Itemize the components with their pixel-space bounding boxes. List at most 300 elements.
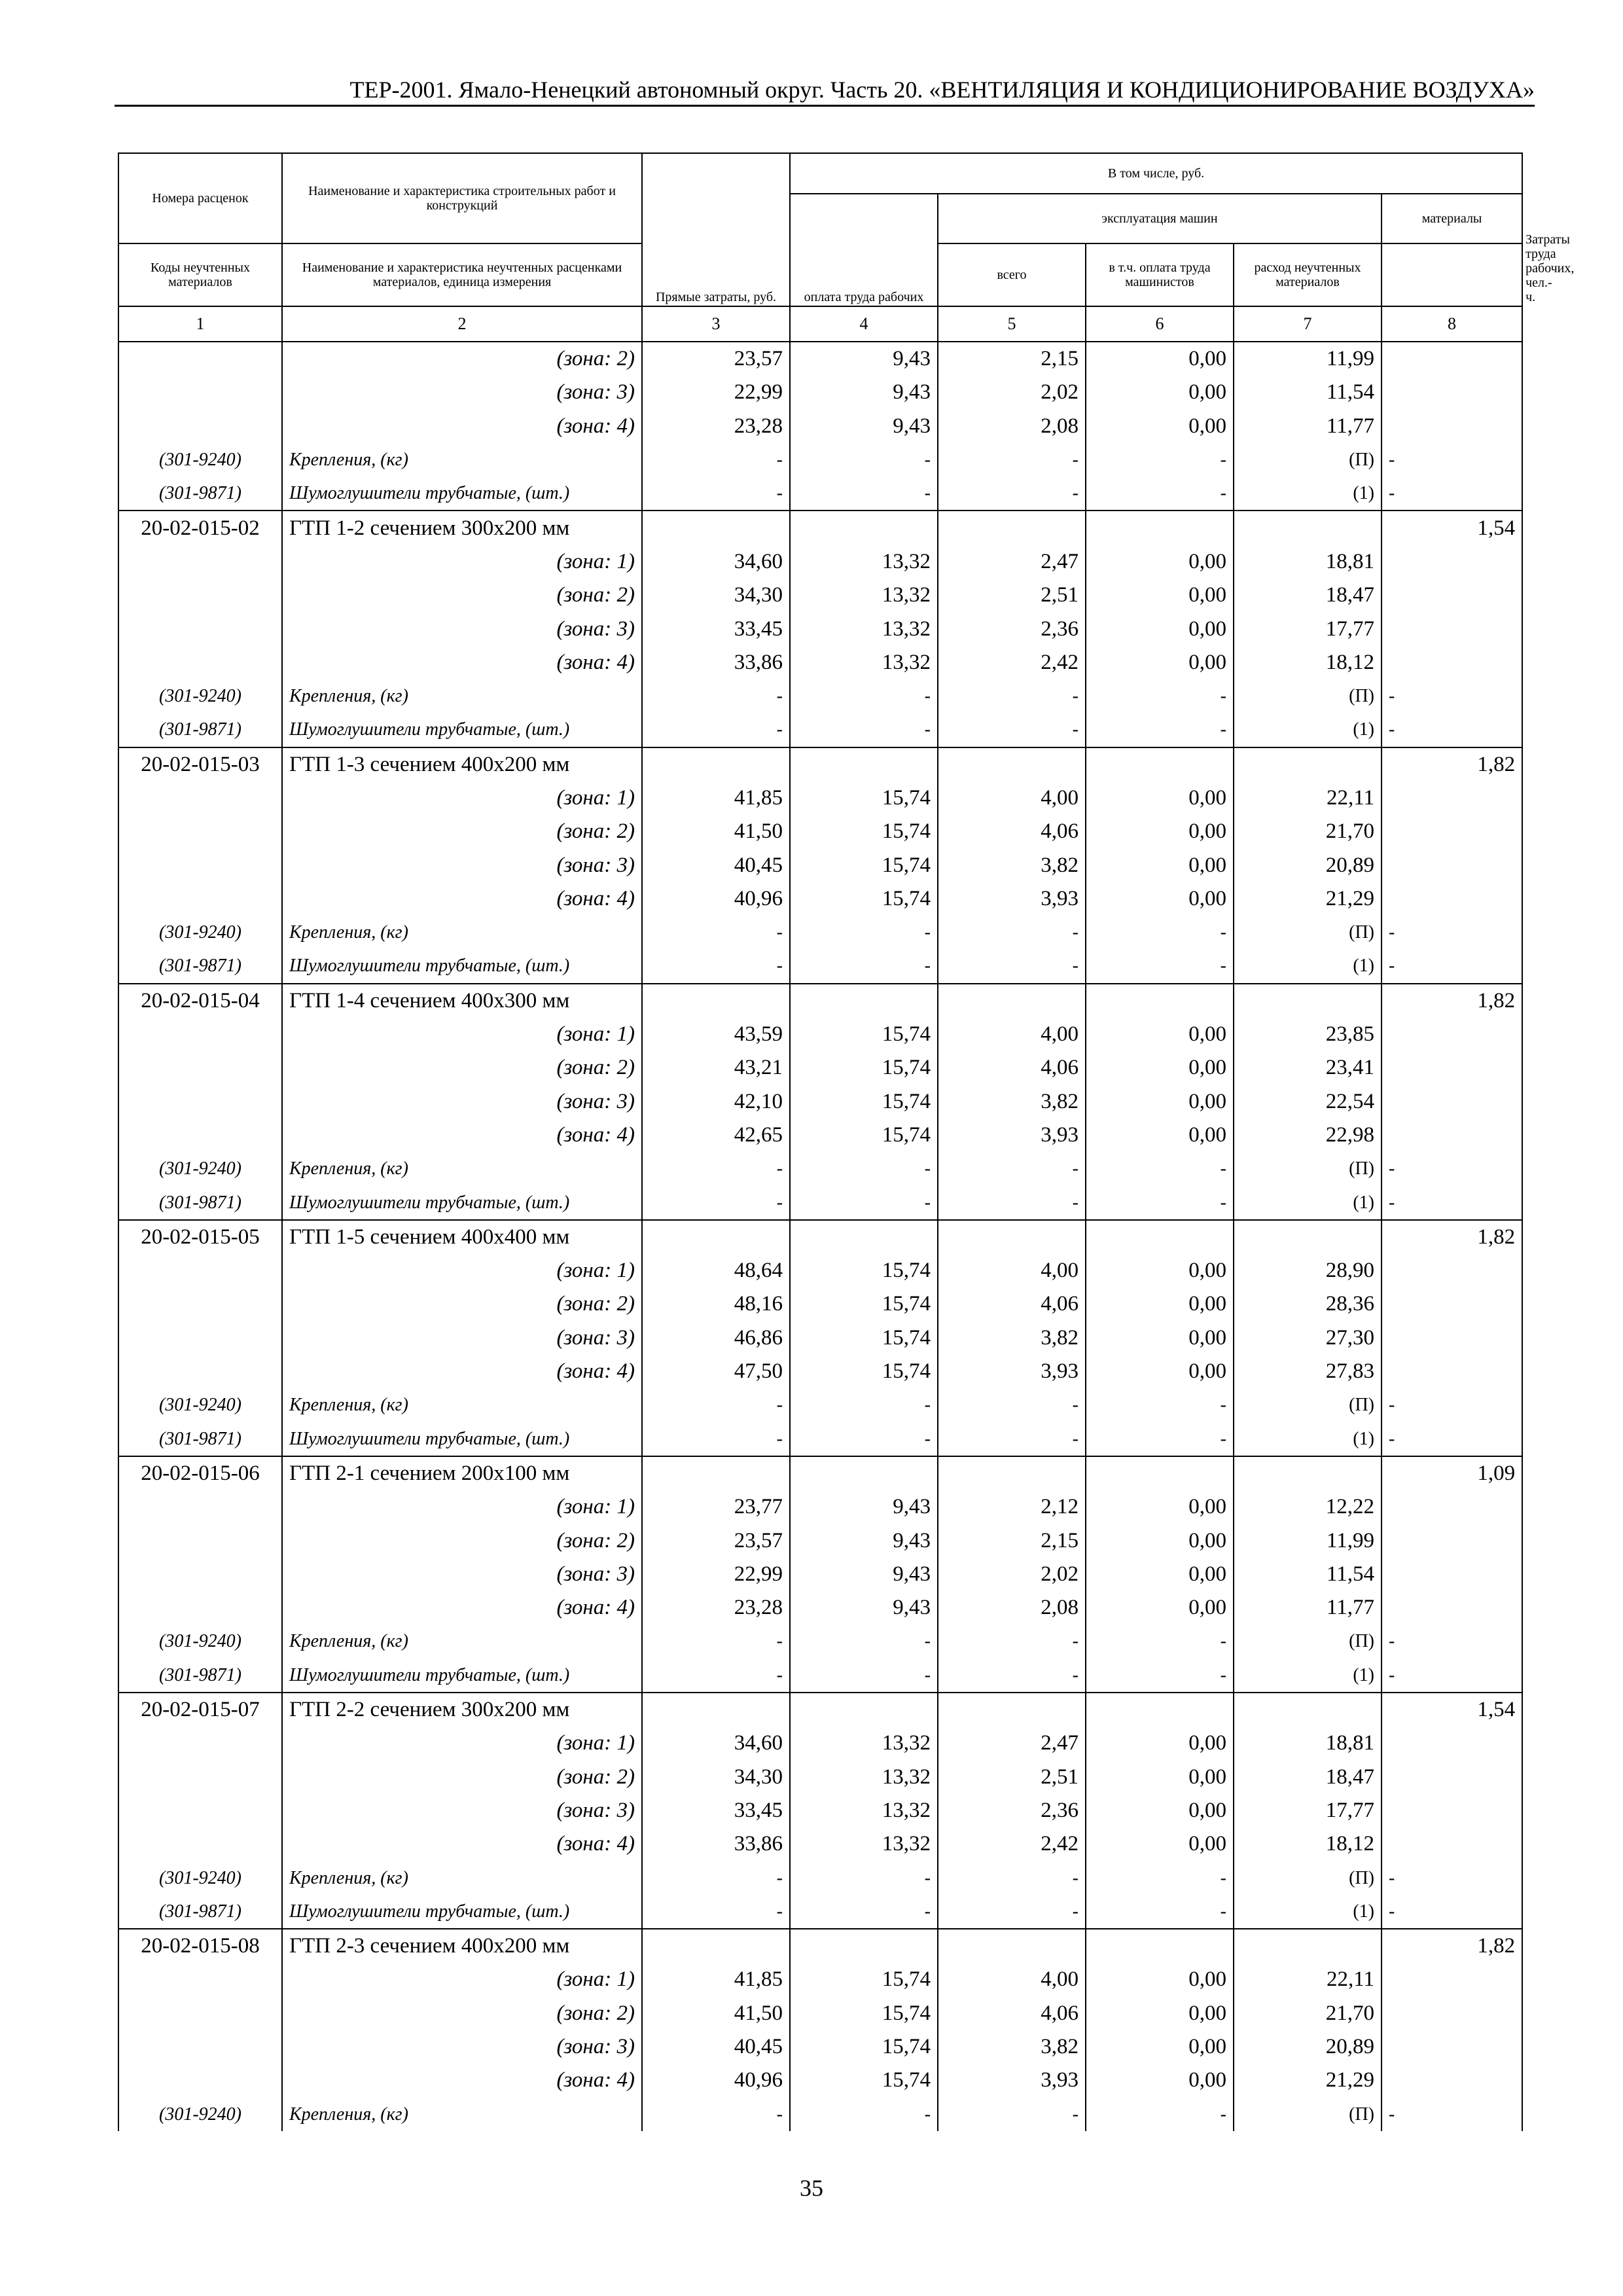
zone-row	[118, 1119, 1522, 1152]
labor-costs-cell	[1382, 1254, 1522, 1287]
rate-code-cell: 20-02-015-07	[118, 1693, 282, 1727]
material-name-cell: Крепления, (кг)	[282, 1388, 642, 1422]
materials-cell: (1)	[1234, 476, 1382, 511]
rate-header-row	[118, 1929, 1522, 1963]
rate-code-cell	[118, 1794, 282, 1827]
worker-wages-cell: 9,43	[790, 410, 938, 443]
worker-wages-cell: -	[790, 1388, 938, 1422]
rate-code-cell	[118, 815, 282, 848]
labor-costs-cell	[1382, 882, 1522, 916]
direct-costs-cell: 40,96	[642, 2064, 790, 2097]
labor-costs-cell	[1382, 376, 1522, 409]
operator-wages-cell: 0,00	[1086, 410, 1234, 443]
rate-code-cell: (301-9871)	[118, 1185, 282, 1219]
machine-total-cell: 3,93	[938, 2064, 1086, 2097]
direct-costs-cell: -	[642, 2097, 790, 2130]
materials-cell: 20,89	[1234, 2030, 1382, 2064]
zone-row	[118, 1287, 1522, 1321]
materials-cell: (1)	[1234, 1895, 1382, 1929]
machine-total-cell: 3,82	[938, 1321, 1086, 1355]
work-name-cell: (зона: 2)	[282, 579, 642, 612]
materials-cell: 11,99	[1234, 1524, 1382, 1557]
worker-wages-cell: 15,74	[790, 1963, 938, 1996]
zone-row	[118, 612, 1522, 645]
work-name-cell: (зона: 4)	[282, 1591, 642, 1624]
worker-wages-cell: 13,32	[790, 1827, 938, 1861]
materials-cell: 21,70	[1234, 815, 1382, 848]
work-name-cell: (зона: 3)	[282, 2030, 642, 2064]
direct-costs-cell	[642, 1929, 790, 1963]
rate-code-cell: 20-02-015-05	[118, 1220, 282, 1254]
labor-costs-cell	[1382, 1018, 1522, 1051]
worker-wages-cell: 15,74	[790, 848, 938, 882]
rate-code-cell	[118, 1321, 282, 1355]
materials-cell: 23,85	[1234, 1018, 1382, 1051]
work-name-cell: (зона: 4)	[282, 646, 642, 679]
header-direct-costs: Прямые затраты, руб.	[642, 153, 790, 306]
machine-total-cell: 2,36	[938, 1794, 1086, 1827]
materials-cell	[1234, 984, 1382, 1018]
materials-cell: 28,90	[1234, 1254, 1382, 1287]
materials-cell: 11,77	[1234, 410, 1382, 443]
work-name-cell: (зона: 2)	[282, 815, 642, 848]
material-row	[118, 1185, 1522, 1219]
work-name-cell: (зона: 4)	[282, 1827, 642, 1861]
rate-code-cell	[118, 1287, 282, 1321]
header-material-codes: Коды неучтенных материалов	[118, 243, 282, 306]
materials-cell: (1)	[1234, 1185, 1382, 1219]
labor-costs-cell	[1382, 1524, 1522, 1557]
rate-code-cell: (301-9871)	[118, 713, 282, 747]
worker-wages-cell: 13,32	[790, 1727, 938, 1760]
direct-costs-cell	[642, 1456, 790, 1490]
material-name-cell: Шумоглушители трубчатые, (шт.)	[282, 949, 642, 983]
operator-wages-cell: -	[1086, 1422, 1234, 1456]
rate-code-cell	[118, 410, 282, 443]
direct-costs-cell: 22,99	[642, 376, 790, 409]
materials-cell: 23,41	[1234, 1051, 1382, 1085]
materials-cell: 11,99	[1234, 342, 1382, 376]
zone-row	[118, 1051, 1522, 1085]
operator-wages-cell: -	[1086, 2097, 1234, 2130]
materials-cell	[1234, 1456, 1382, 1490]
zone-row	[118, 1963, 1522, 1996]
material-name-cell: Шумоглушители трубчатые, (шт.)	[282, 1422, 642, 1456]
direct-costs-cell: 22,99	[642, 1558, 790, 1591]
operator-wages-cell: 0,00	[1086, 579, 1234, 612]
worker-wages-cell: 15,74	[790, 1287, 938, 1321]
materials-cell	[1234, 511, 1382, 545]
direct-costs-cell: 41,50	[642, 1997, 790, 2030]
machine-total-cell: 2,02	[938, 376, 1086, 409]
operator-wages-cell: -	[1086, 1861, 1234, 1894]
labor-costs-cell	[1382, 781, 1522, 815]
operator-wages-cell	[1086, 1693, 1234, 1727]
direct-costs-cell: -	[642, 916, 790, 949]
machine-total-cell: 2,42	[938, 646, 1086, 679]
worker-wages-cell: 13,32	[790, 579, 938, 612]
work-name-cell: (зона: 1)	[282, 1727, 642, 1760]
materials-cell: 17,77	[1234, 612, 1382, 645]
worker-wages-cell: 15,74	[790, 1997, 938, 2030]
worker-wages-cell: 15,74	[790, 1355, 938, 1388]
direct-costs-cell: -	[642, 1422, 790, 1456]
labor-costs-cell	[1382, 342, 1522, 376]
work-name-cell: (зона: 3)	[282, 376, 642, 409]
worker-wages-cell: 15,74	[790, 1018, 938, 1051]
operator-wages-cell: 0,00	[1086, 1254, 1234, 1287]
zone-row	[118, 1591, 1522, 1624]
machine-total-cell: 2,15	[938, 1524, 1086, 1557]
labor-costs-cell	[1382, 1321, 1522, 1355]
materials-cell: (П)	[1234, 916, 1382, 949]
rate-code-cell	[118, 1119, 282, 1152]
machine-total-cell: 4,06	[938, 1997, 1086, 2030]
work-name-cell: ГТП 2-2 сечением 300х200 мм	[282, 1693, 642, 1727]
materials-cell: 18,12	[1234, 646, 1382, 679]
operator-wages-cell: 0,00	[1086, 1727, 1234, 1760]
work-name-cell: (зона: 3)	[282, 848, 642, 882]
work-name-cell: ГТП 1-2 сечением 300х200 мм	[282, 511, 642, 545]
header-machine-total: всего	[938, 243, 1086, 306]
materials-cell: (1)	[1234, 949, 1382, 983]
machine-total-cell: -	[938, 713, 1086, 747]
material-row	[118, 713, 1522, 747]
direct-costs-cell: 23,77	[642, 1490, 790, 1524]
machine-total-cell	[938, 511, 1086, 545]
material-row	[118, 1659, 1522, 1693]
machine-total-cell: -	[938, 1152, 1086, 1185]
worker-wages-cell: -	[790, 1152, 938, 1185]
material-row	[118, 949, 1522, 983]
column-number: 8	[1382, 306, 1522, 342]
operator-wages-cell: 0,00	[1086, 342, 1234, 376]
materials-cell: 22,11	[1234, 781, 1382, 815]
operator-wages-cell: -	[1086, 949, 1234, 983]
worker-wages-cell: 9,43	[790, 1558, 938, 1591]
material-row	[118, 443, 1522, 476]
rate-header-row	[118, 1220, 1522, 1254]
direct-costs-cell: -	[642, 1624, 790, 1658]
labor-costs-cell	[1382, 848, 1522, 882]
operator-wages-cell: 0,00	[1086, 1355, 1234, 1388]
materials-cell: 22,11	[1234, 1963, 1382, 1996]
operator-wages-cell: 0,00	[1086, 1490, 1234, 1524]
labor-costs-cell: -	[1382, 476, 1522, 511]
rate-code-cell: (301-9871)	[118, 1422, 282, 1456]
materials-cell: 27,30	[1234, 1321, 1382, 1355]
labor-costs-cell: -	[1382, 1861, 1522, 1894]
labor-costs-cell: 1,82	[1382, 1220, 1522, 1254]
worker-wages-cell: -	[790, 1422, 938, 1456]
operator-wages-cell: 0,00	[1086, 781, 1234, 815]
rate-header-row	[118, 984, 1522, 1018]
rate-code-cell: (301-9240)	[118, 679, 282, 713]
rate-code-cell	[118, 1997, 282, 2030]
rate-code-cell: (301-9240)	[118, 443, 282, 476]
materials-cell: 11,77	[1234, 1591, 1382, 1624]
machine-total-cell: 2,15	[938, 342, 1086, 376]
operator-wages-cell	[1086, 1929, 1234, 1963]
rate-code-cell	[118, 545, 282, 579]
zone-row	[118, 1490, 1522, 1524]
materials-cell: 17,77	[1234, 1794, 1382, 1827]
operator-wages-cell: 0,00	[1086, 1591, 1234, 1624]
material-row	[118, 1388, 1522, 1422]
direct-costs-cell: 41,85	[642, 1963, 790, 1996]
direct-costs-cell: -	[642, 1185, 790, 1219]
materials-cell: (1)	[1234, 1422, 1382, 1456]
machine-total-cell: -	[938, 2097, 1086, 2130]
worker-wages-cell	[790, 1456, 938, 1490]
operator-wages-cell	[1086, 984, 1234, 1018]
zone-row	[118, 1827, 1522, 1861]
machine-total-cell	[938, 1220, 1086, 1254]
material-name-cell: Шумоглушители трубчатые, (шт.)	[282, 1659, 642, 1693]
operator-wages-cell: -	[1086, 679, 1234, 713]
rate-code-cell	[118, 1490, 282, 1524]
work-name-cell: (зона: 2)	[282, 342, 642, 376]
operator-wages-cell: -	[1086, 1388, 1234, 1422]
worker-wages-cell	[790, 747, 938, 781]
operator-wages-cell: -	[1086, 713, 1234, 747]
header-rate-numbers: Номера расценок	[118, 153, 282, 243]
worker-wages-cell: 13,32	[790, 545, 938, 579]
operator-wages-cell: 0,00	[1086, 848, 1234, 882]
machine-total-cell: 4,06	[938, 1287, 1086, 1321]
operator-wages-cell: 0,00	[1086, 1963, 1234, 1996]
rate-header-row	[118, 1693, 1522, 1727]
direct-costs-cell: 33,45	[642, 612, 790, 645]
worker-wages-cell: -	[790, 443, 938, 476]
zone-row	[118, 1558, 1522, 1591]
labor-costs-cell	[1382, 815, 1522, 848]
direct-costs-cell	[642, 1693, 790, 1727]
worker-wages-cell: 15,74	[790, 882, 938, 916]
rate-code-cell	[118, 579, 282, 612]
zone-row	[118, 342, 1522, 376]
header-worker-wages: оплата труда рабочих	[790, 194, 938, 306]
labor-costs-cell	[1382, 579, 1522, 612]
zone-row	[118, 1355, 1522, 1388]
rate-code-cell: (301-9240)	[118, 1861, 282, 1894]
work-name-cell: (зона: 3)	[282, 1085, 642, 1119]
work-name-cell: (зона: 4)	[282, 1119, 642, 1152]
worker-wages-cell: -	[790, 2097, 938, 2130]
worker-wages-cell	[790, 511, 938, 545]
material-name-cell: Крепления, (кг)	[282, 1861, 642, 1894]
labor-costs-cell	[1382, 1591, 1522, 1624]
material-name-cell: Крепления, (кг)	[282, 2097, 642, 2130]
worker-wages-cell	[790, 1693, 938, 1727]
material-row	[118, 2097, 1522, 2130]
materials-cell: (1)	[1234, 1659, 1382, 1693]
machine-total-cell: -	[938, 949, 1086, 983]
zone-row	[118, 1524, 1522, 1557]
rate-code-cell: (301-9871)	[118, 1659, 282, 1693]
labor-costs-cell: -	[1382, 1388, 1522, 1422]
work-name-cell: (зона: 1)	[282, 1254, 642, 1287]
labor-costs-cell: 1,09	[1382, 1456, 1522, 1490]
work-name-cell: ГТП 2-3 сечением 400х200 мм	[282, 1929, 642, 1963]
zone-row	[118, 1254, 1522, 1287]
materials-cell: 18,47	[1234, 579, 1382, 612]
materials-cell: 11,54	[1234, 1558, 1382, 1591]
worker-wages-cell: 15,74	[790, 815, 938, 848]
machine-total-cell: 2,36	[938, 612, 1086, 645]
materials-cell: (П)	[1234, 1388, 1382, 1422]
zone-row	[118, 1321, 1522, 1355]
materials-cell: 12,22	[1234, 1490, 1382, 1524]
operator-wages-cell: 0,00	[1086, 2030, 1234, 2064]
column-number: 4	[790, 306, 938, 342]
machine-total-cell: 2,47	[938, 1727, 1086, 1760]
operator-wages-cell: 0,00	[1086, 646, 1234, 679]
direct-costs-cell: 41,50	[642, 815, 790, 848]
price-table-container	[118, 152, 1575, 2131]
material-row	[118, 916, 1522, 949]
zone-row	[118, 848, 1522, 882]
worker-wages-cell: 13,32	[790, 612, 938, 645]
direct-costs-cell: -	[642, 1861, 790, 1894]
labor-costs-cell: -	[1382, 1185, 1522, 1219]
rate-code-cell	[118, 1355, 282, 1388]
header-machine-operation: эксплуатация машин	[938, 194, 1382, 243]
materials-cell	[1234, 1929, 1382, 1963]
machine-total-cell: -	[938, 476, 1086, 511]
rate-code-cell	[118, 1727, 282, 1760]
rate-header-row	[118, 511, 1522, 545]
labor-costs-cell: -	[1382, 949, 1522, 983]
worker-wages-cell: 9,43	[790, 1490, 938, 1524]
materials-cell: (П)	[1234, 443, 1382, 476]
materials-cell: 11,54	[1234, 376, 1382, 409]
worker-wages-cell: -	[790, 713, 938, 747]
direct-costs-cell: 48,16	[642, 1287, 790, 1321]
worker-wages-cell: 9,43	[790, 376, 938, 409]
machine-total-cell: 4,00	[938, 1018, 1086, 1051]
operator-wages-cell: -	[1086, 476, 1234, 511]
direct-costs-cell: 23,57	[642, 342, 790, 376]
material-row	[118, 1152, 1522, 1185]
rate-code-cell	[118, 882, 282, 916]
machine-total-cell: 4,00	[938, 1254, 1086, 1287]
material-name-cell: Шумоглушители трубчатые, (шт.)	[282, 476, 642, 511]
rate-code-cell	[118, 2064, 282, 2097]
direct-costs-cell: 42,65	[642, 1119, 790, 1152]
rate-code-cell	[118, 1558, 282, 1591]
worker-wages-cell: -	[790, 476, 938, 511]
materials-cell: 18,81	[1234, 545, 1382, 579]
work-name-cell: (зона: 2)	[282, 1997, 642, 2030]
machine-total-cell: 2,12	[938, 1490, 1086, 1524]
materials-cell: 20,89	[1234, 848, 1382, 882]
labor-costs-cell	[1382, 1490, 1522, 1524]
materials-cell: (П)	[1234, 2097, 1382, 2130]
operator-wages-cell: 0,00	[1086, 1794, 1234, 1827]
direct-costs-cell: -	[642, 713, 790, 747]
materials-cell: 22,54	[1234, 1085, 1382, 1119]
work-name-cell: (зона: 2)	[282, 1051, 642, 1085]
machine-total-cell: 3,93	[938, 882, 1086, 916]
direct-costs-cell: 47,50	[642, 1355, 790, 1388]
worker-wages-cell: 15,74	[790, 2064, 938, 2097]
machine-total-cell: 2,51	[938, 579, 1086, 612]
labor-costs-cell	[1382, 1963, 1522, 1996]
labor-costs-cell	[1382, 612, 1522, 645]
direct-costs-cell: 42,10	[642, 1085, 790, 1119]
machine-total-cell: -	[938, 679, 1086, 713]
machine-total-cell: 2,08	[938, 1591, 1086, 1624]
material-name-cell: Шумоглушители трубчатые, (шт.)	[282, 1185, 642, 1219]
machine-total-cell: 4,06	[938, 815, 1086, 848]
rate-code-cell: 20-02-015-03	[118, 747, 282, 781]
zone-row	[118, 410, 1522, 443]
labor-costs-cell: 1,54	[1382, 1693, 1522, 1727]
machine-total-cell	[938, 1693, 1086, 1727]
rate-code-cell	[118, 1051, 282, 1085]
direct-costs-cell: 33,86	[642, 1827, 790, 1861]
direct-costs-cell: -	[642, 1152, 790, 1185]
materials-cell: 18,47	[1234, 1760, 1382, 1793]
column-number: 6	[1086, 306, 1234, 342]
material-name-cell: Шумоглушители трубчатые, (шт.)	[282, 1895, 642, 1929]
direct-costs-cell: 40,96	[642, 882, 790, 916]
work-name-cell: (зона: 3)	[282, 1794, 642, 1827]
table-body	[118, 342, 1522, 2131]
column-number: 7	[1234, 306, 1382, 342]
rate-code-cell	[118, 848, 282, 882]
rate-code-cell	[118, 376, 282, 409]
operator-wages-cell: -	[1086, 1624, 1234, 1658]
labor-costs-cell	[1382, 2064, 1522, 2097]
operator-wages-cell	[1086, 1456, 1234, 1490]
zone-row	[118, 882, 1522, 916]
direct-costs-cell: 33,86	[642, 646, 790, 679]
zone-row	[118, 815, 1522, 848]
worker-wages-cell: 15,74	[790, 781, 938, 815]
work-name-cell: ГТП 1-5 сечением 400х400 мм	[282, 1220, 642, 1254]
zone-row	[118, 1997, 1522, 2030]
materials-cell: (П)	[1234, 1624, 1382, 1658]
operator-wages-cell: 0,00	[1086, 1321, 1234, 1355]
direct-costs-cell: 40,45	[642, 848, 790, 882]
rate-code-cell: 20-02-015-04	[118, 984, 282, 1018]
operator-wages-cell: 0,00	[1086, 1558, 1234, 1591]
operator-wages-cell: 0,00	[1086, 1287, 1234, 1321]
worker-wages-cell: 13,32	[790, 646, 938, 679]
machine-total-cell: 3,93	[938, 1119, 1086, 1152]
worker-wages-cell: 15,74	[790, 1321, 938, 1355]
direct-costs-cell: -	[642, 1659, 790, 1693]
labor-costs-cell: 1,82	[1382, 1929, 1522, 1963]
machine-total-cell: -	[938, 1861, 1086, 1894]
rate-code-cell	[118, 646, 282, 679]
header-operator-wages: в т.ч. оплата труда машинистов	[1086, 243, 1234, 306]
operator-wages-cell: 0,00	[1086, 1997, 1234, 2030]
rate-code-cell: (301-9240)	[118, 1388, 282, 1422]
work-name-cell: ГТП 2-1 сечением 200х100 мм	[282, 1456, 642, 1490]
materials-cell: 18,12	[1234, 1827, 1382, 1861]
material-row	[118, 1861, 1522, 1894]
zone-row	[118, 376, 1522, 409]
direct-costs-cell: 34,30	[642, 1760, 790, 1793]
labor-costs-cell: 1,82	[1382, 984, 1522, 1018]
direct-costs-cell: 40,45	[642, 2030, 790, 2064]
operator-wages-cell	[1086, 511, 1234, 545]
header-unaccounted-materials: расход неучтенных материалов	[1234, 243, 1382, 306]
rate-code-cell	[118, 1760, 282, 1793]
